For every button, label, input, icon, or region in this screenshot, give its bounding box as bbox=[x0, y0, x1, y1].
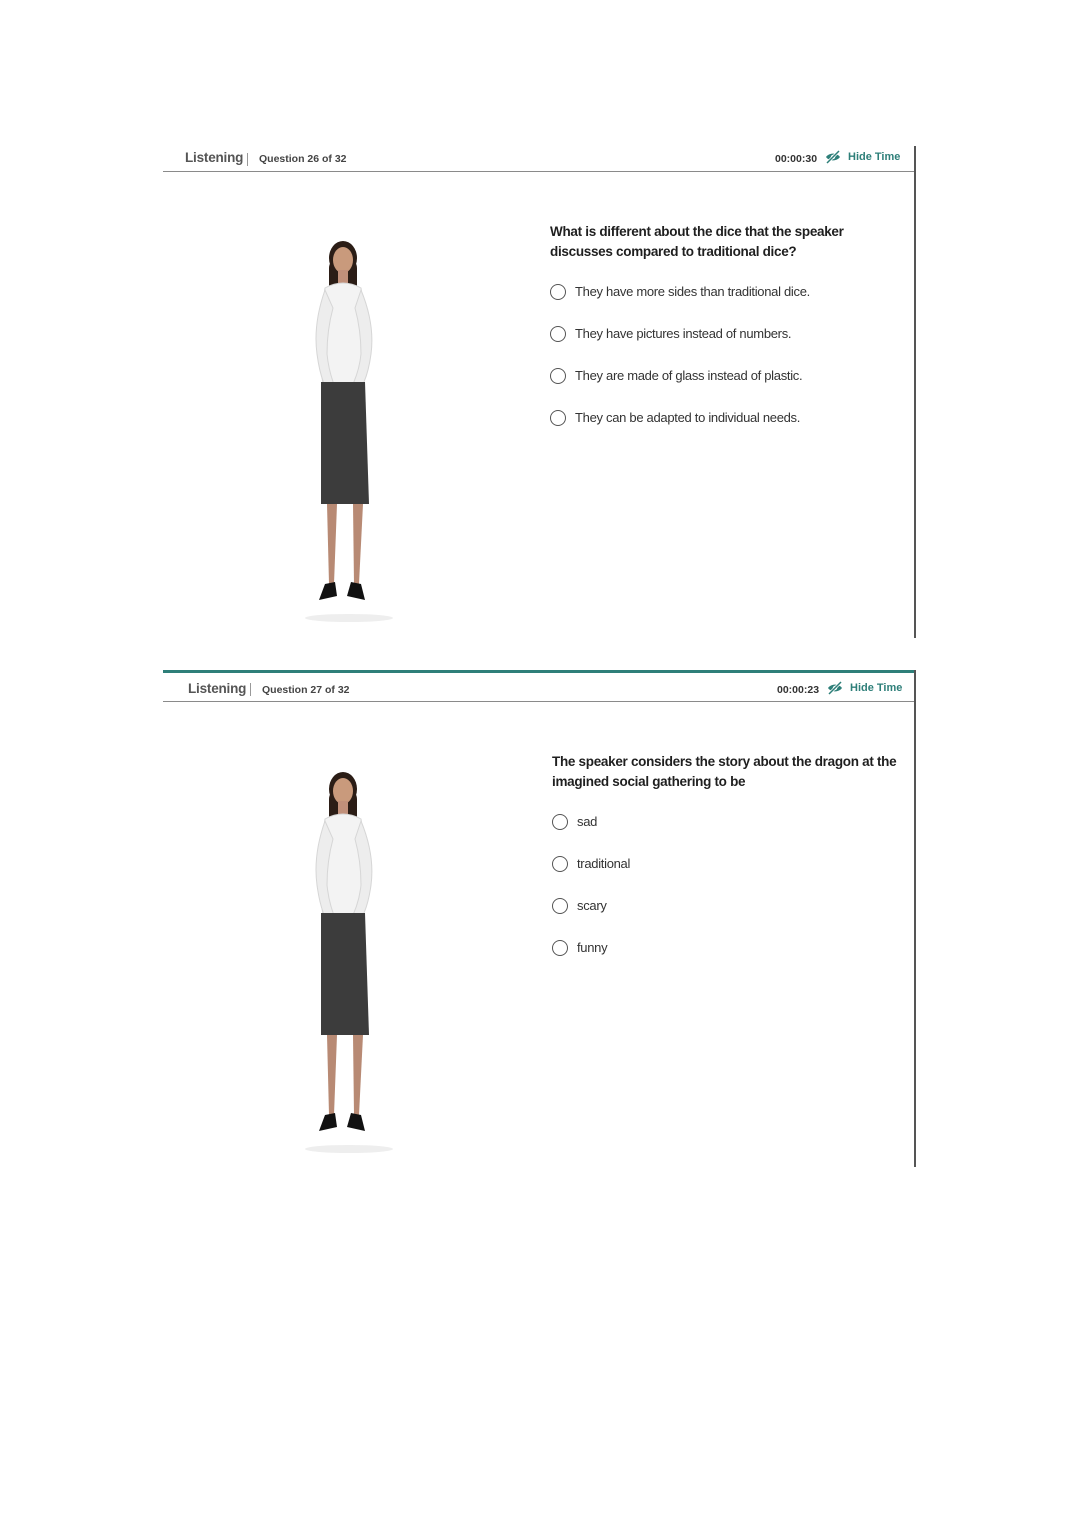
option-label: traditional bbox=[577, 856, 631, 871]
answer-option[interactable] bbox=[550, 283, 810, 325]
option-label: They can be adapted to individual needs. bbox=[575, 410, 801, 425]
answer-option[interactable] bbox=[550, 409, 810, 451]
test-screen-question-27 bbox=[163, 670, 914, 1167]
answer-option[interactable] bbox=[552, 897, 630, 939]
option-label: sad bbox=[577, 814, 598, 829]
hide-time-label: Hide Time bbox=[850, 682, 903, 694]
answer-option[interactable] bbox=[552, 855, 630, 897]
panel-right-border bbox=[914, 146, 916, 638]
radio-button[interactable] bbox=[550, 326, 566, 342]
question-counter: Question 26 of 32 bbox=[259, 153, 347, 165]
radio-button[interactable] bbox=[550, 410, 566, 426]
answer-option[interactable] bbox=[550, 367, 810, 409]
option-label: funny bbox=[577, 940, 608, 955]
question-counter: Question 27 of 32 bbox=[262, 684, 350, 696]
speaker-figure bbox=[303, 765, 393, 1155]
radio-button[interactable] bbox=[552, 814, 568, 830]
test-screen-question-26 bbox=[163, 146, 914, 638]
speaker-image bbox=[303, 765, 393, 1155]
option-label: scary bbox=[577, 898, 607, 913]
radio-button[interactable] bbox=[552, 898, 568, 914]
panel-right-border bbox=[914, 670, 916, 1167]
test-header bbox=[163, 146, 914, 172]
question-text: The speaker considers the story about the dragon at the imagined social gathering to be bbox=[552, 754, 897, 789]
section-title: Listening bbox=[185, 150, 244, 165]
eye-slash-icon bbox=[825, 150, 841, 164]
eye-slash-icon bbox=[827, 681, 843, 695]
timer: 00:00:30 bbox=[775, 153, 818, 165]
hide-time-label: Hide Time bbox=[848, 151, 901, 163]
section-title: Listening bbox=[188, 681, 247, 696]
answer-option[interactable] bbox=[552, 939, 630, 981]
answer-options bbox=[550, 283, 810, 451]
speaker-figure bbox=[303, 234, 393, 624]
option-label: They are made of glass instead of plastic. bbox=[575, 368, 803, 383]
radio-button[interactable] bbox=[552, 856, 568, 872]
header-divider bbox=[247, 153, 248, 166]
radio-button[interactable] bbox=[550, 284, 566, 300]
answer-option[interactable] bbox=[550, 325, 810, 367]
hide-time-button[interactable] bbox=[825, 150, 900, 164]
option-label: They have more sides than traditional dice. bbox=[575, 284, 810, 299]
answer-option[interactable] bbox=[552, 813, 630, 855]
test-header bbox=[163, 673, 914, 702]
option-label: They have pictures instead of numbers. bbox=[575, 326, 792, 341]
hide-time-button[interactable] bbox=[827, 681, 902, 695]
radio-button[interactable] bbox=[550, 368, 566, 384]
question-text: What is different about the dice that the speaker discusses compared to traditional dice? bbox=[550, 224, 844, 259]
answer-options bbox=[552, 813, 630, 981]
timer: 00:00:23 bbox=[777, 684, 820, 696]
radio-button[interactable] bbox=[552, 940, 568, 956]
header-divider bbox=[250, 683, 251, 696]
speaker-image bbox=[303, 234, 393, 624]
